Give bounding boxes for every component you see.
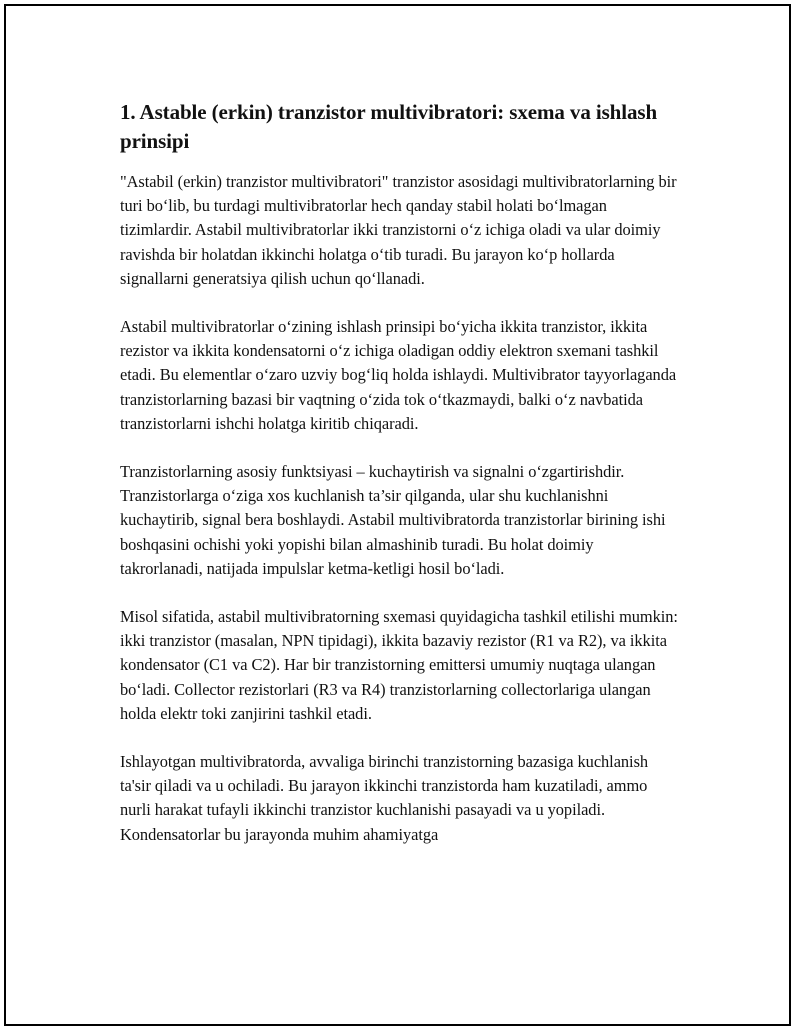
document-body <box>120 98 680 871</box>
paragraph-2: Astabil multivibratorlar o‘zining ishlash prinsipi bo‘yicha ikkita tranzistor, ikkita rezistor va ikkita kondensatorni o‘z ichiga oladigan oddiy elektron sxemani tashkil etadi. Bu elementlar o‘zaro uzviy bog‘liq holda ishlaydi. Multivibrator tayyorlaganda tranzistorlarning bazasi bir vaqtning o‘zida tok o‘tkazmaydi, balki o‘z navbatida tranzistorlarni ishchi holatga kiritib chiqaradi. <box>120 317 677 433</box>
paragraph-1: "Astabil (erkin) tranzistor multivibratori" tranzistor asosidagi multivibratorlarning bir turi bo‘lib, bu turdagi multivibratorlar hech qanday stabil holati bo‘lmagan tizimlardir. Astabil multivibratorlar ikki tranzistorni o‘z ichiga oladi va ular doimiy ravishda bir holatdan ikkinchi holatga o‘tib turadi. Bu jarayon ko‘p hollarda signallarni generatsiya qilish uchun qo‘llanadi. <box>120 172 677 288</box>
paragraph-3: Tranzistorlarning asosiy funktsiyasi – kuchaytirish va signalni o‘zgartirishdir. Tranzistorlarga o‘ziga xos kuchlanish ta’sir qilganda, ular shu kuchlanishni kuchaytirib, signal bera boshlaydi. Astabil multivibratorda tranzistorlar birining ishi boshqasini ochishi yoki yopishi bilan almashinib turadi. Bu holat doimiy takrorlanadi, natijada impulslar ketma-ketligi hosil bo‘ladi. <box>120 462 666 578</box>
paragraph-5: Ishlayotgan multivibratorda, avvaliga birinchi tranzistorning bazasiga kuchlanish ta'sir qiladi va u ochiladi. Bu jarayon ikkinchi tranzistorda ham kuzatiladi, ammo nurli harakat tufayli ikkinchi tranzistor kuchlanishi pasayadi va u yopiladi. Kondensatorlar bu jarayonda muhim ahamiyatga <box>120 752 649 844</box>
page-frame <box>4 4 791 1026</box>
section-heading: 1. Astable (erkin) tranzistor multivibratori: sxema va ishlash prinsipi <box>120 100 658 153</box>
paragraph-4: Misol sifatida, astabil multivibratorning sxemasi quyidagicha tashkil etilishi mumkin: ikki tranzistor (masalan, NPN tipidagi), ikkita bazaviy rezistor (R1 va R2), va ikkita kondensator (C1 va C2). Har bir tranzistorning emittersi umumiy nuqtaga ulangan bo‘ladi. Collector rezistorlari (R3 va R4) tranzistorlarning collectorlariga ulangan holda elektr toki zanjirini tashkil etadi. <box>120 607 678 723</box>
